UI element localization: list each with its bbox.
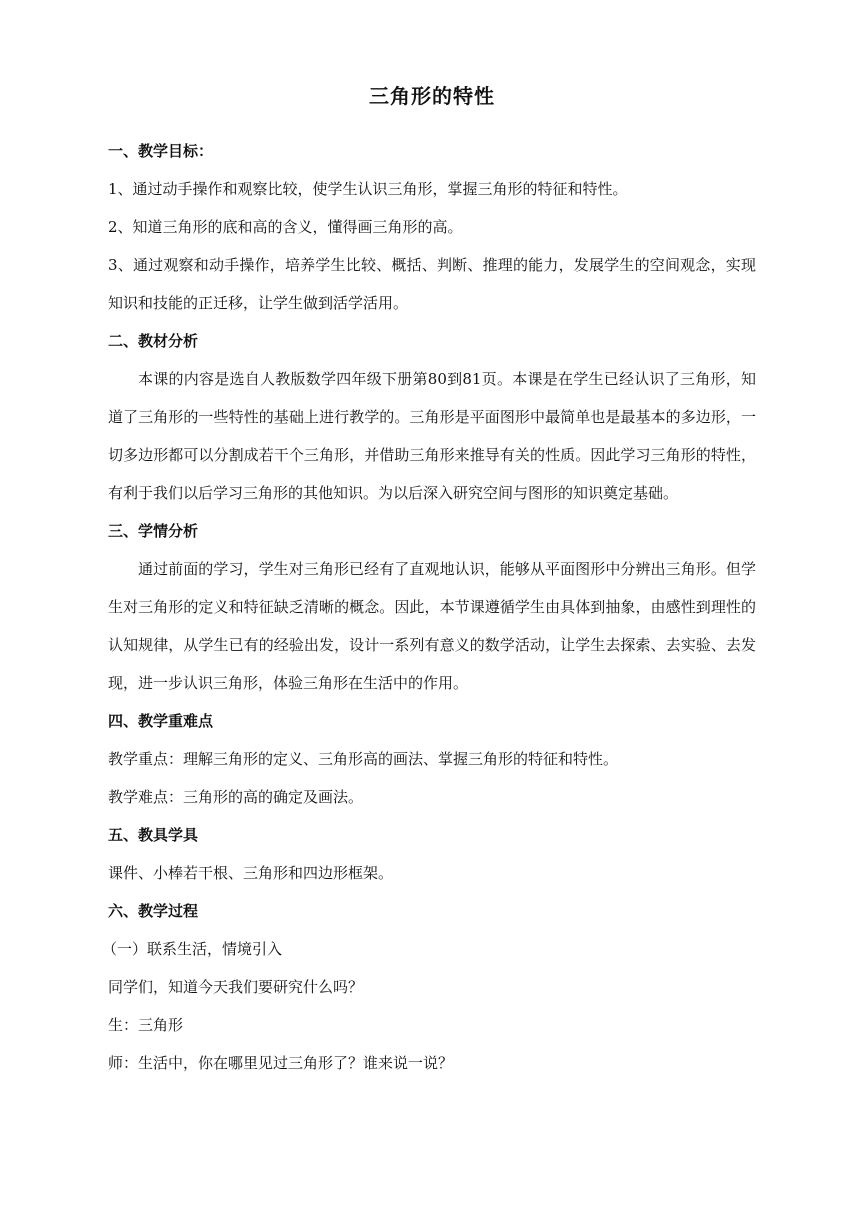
- section-heading-material-analysis: 二、教材分析: [108, 332, 199, 350]
- key-point-text: 教学重点：理解三角形的定义、三角形高的画法、掌握三角形的特征和特性。: [108, 750, 619, 768]
- student-analysis-paragraph: 通过前面的学习，学生对三角形已经有了直观地认识，能够从平面图形中分辨出三角形。但学生对三角形的定义和特征缺乏清晰的概念。因此，本节课遵循学生由具体到抽象，由感性到理性的认知规律，从学生已有的经验出发，设计一系列有意义的数学活动，让学生去探索、去实验、去发现，进一步认识三角形，体验三角形在生活中的作用。: [108, 560, 756, 692]
- section-heading-key-difficult-points: 四、教学重难点: [108, 712, 214, 730]
- process-line-2: 生：三角形: [108, 1016, 184, 1034]
- process-line-3: 师：生活中，你在哪里见过三角形了？谁来说一说？: [108, 1054, 454, 1072]
- section-heading-student-analysis: 三、学情分析: [108, 522, 199, 540]
- objective-item-1: 1、通过动手操作和观察比较，使学生认识三角形，掌握三角形的特征和特性。: [108, 180, 628, 198]
- process-line-1: 同学们，知道今天我们要研究什么吗？: [108, 978, 364, 996]
- material-analysis-paragraph: 本课的内容是选自人教版数学四年级下册第80到81页。本课是在学生已经认识了三角形，知道了三角形的一些特性的基础上进行教学的。三角形是平面图形中最简单也是最基本的多边形，一切多边形都可以分割成若干个三角形，并借助三角形来推导有关的性质。因此学习三角形的特性，有利于我们以后学习三角形的其他知识。为以后深入研究空间与图形的知识奠定基础。: [108, 370, 756, 502]
- document-page: [102, 82, 756, 1082]
- section-heading-objectives: 一、教学目标：: [108, 142, 214, 160]
- process-subheading: （一）联系生活，情境引入: [102, 940, 283, 958]
- section-heading-teaching-aids: 五、教具学具: [108, 826, 199, 844]
- objective-item-2: 2、知道三角形的底和高的含义，懂得画三角形的高。: [108, 218, 463, 236]
- teaching-aids-text: 课件、小棒若干根、三角形和四边形框架。: [108, 864, 394, 882]
- document-title: 三角形的特性: [369, 84, 495, 108]
- section-heading-teaching-process: 六、教学过程: [108, 902, 199, 920]
- objective-item-3: 3、通过观察和动手操作，培养学生比较、概括、判断、推理的能力，发展学生的空间观念，实现知识和技能的正迁移，让学生做到活学活用。: [108, 256, 756, 312]
- difficult-point-text: 教学难点：三角形的高的确定及画法。: [108, 788, 364, 806]
